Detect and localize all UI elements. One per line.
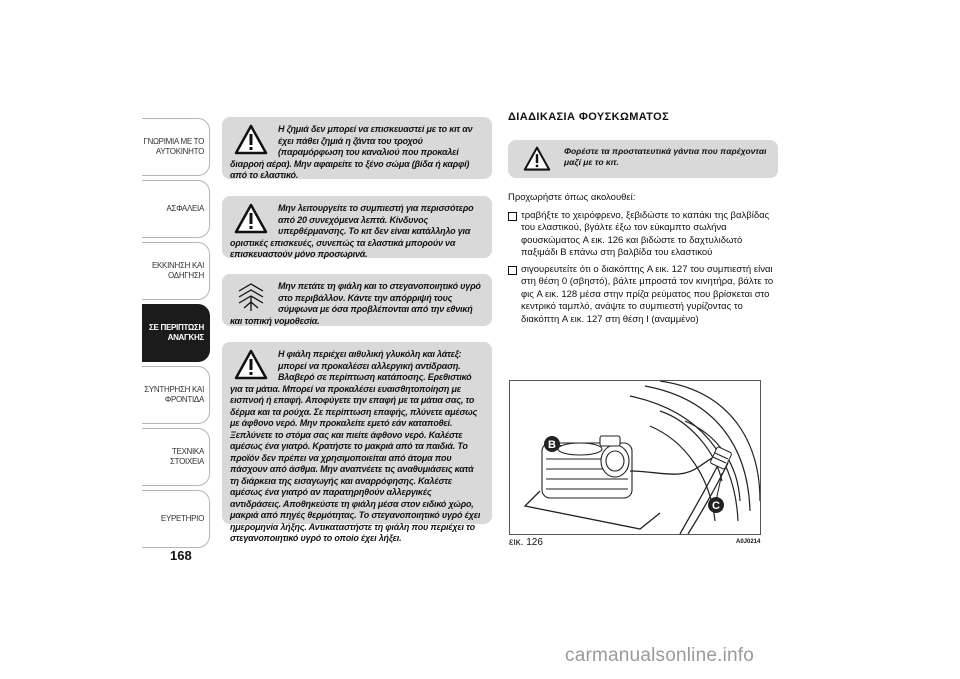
step-list <box>508 210 780 327</box>
checkbox-bullet-icon <box>508 212 517 221</box>
warning-text: Η φιάλη περιέχει αιθυλική γλυκόλη και λάτεξ: μπορεί να προκαλέσει αλλεργική αντίδραση. Βλαβερό σε περίπτωση κατάποσης. Ερεθιστικό για τα μάτια. Μπορεί να προκαλέσει ευαισθητοποίηση με εισπνοή ή επαφή. Αποφύγετε την επαφή με τα μάτια σας, το δέρμα και τα ρούχα. Σε περίπτωση επαφής, πλύνετε αμέσως με άφθονο νερό. Μην προκαλείτε εμετό εάν καταποθεί. Ξεπλύνετε το στόμα σας και πιείτε άφθονο νερό. Καλέστε αμέσως ένα γιατρό. Κρατήστε το μακριά από τα παιδιά. Το προϊόν δεν πρέπει να χρησιμοποιείται από άτομα που πάσχουν από άσθμα. Μην αναπνέετε τις αναθυμιάσεις κατά τη διάρκεια της εισαγωγής και αναρρόφησης. Καλέστε αμέσως ένα γιατρό αν παρατηρηθούν αλλεργικές αντιδράσεις. Αποθηκεύστε τη φιάλη μέσα στον ειδικό χώρο, μακριά από πηγές θερμότητας. Το στεγανοποιητικό υγρό έχει ημερομηνία λήξης. Αντικαταστήστε τη φιάλη που περιέχει το στεγανοποιητικό υγρό το οποίο έχει λήξει. <box>230 349 481 543</box>
list-item: σιγουρευτείτε ότι ο διακόπτης A εικ. 127 του συμπιεστή είναι στη θέση 0 (σβηστό), βάλτε μπροστά τον κινητήρα, βάλτε το φις A εικ. 128 μέσα στην πρίζα ρεύματος που βρίσκεται στο κεντρικό ταμπλό, ανάψτε το συμπιεστή γυρίζοντας το διακόπτη A εικ. 127 στη θέση I (αναμμένο) <box>508 264 780 327</box>
page-number: 168 <box>170 548 192 563</box>
warning-box-gloves <box>508 140 778 178</box>
environment-icon <box>234 281 268 313</box>
warning-triangle-icon <box>234 203 268 235</box>
environment-text: Μην πετάτε τη φιάλη και το στεγανοποιητικό υγρό στο περιβάλλον. Κάντε την απόρριψή τους σύμφωνα με όσα προβλέπονται από την εθνική και τοπική νομοθεσία. <box>230 281 481 326</box>
tab-chapter-5[interactable]: ΣΥΝΤΗΡΗΣΗ ΚΑΙ ΦΡΟΝΤΙΔΑ <box>142 366 210 424</box>
intro-text: Προχωρήστε όπως ακολουθεί: <box>508 192 636 203</box>
tab-chapter-3[interactable]: ΕΚΚΙΝΗΣΗ ΚΑΙ ΟΔΗΓΗΣΗ <box>142 242 210 300</box>
list-item: τραβήξτε το χειρόφρενο, ξεβιδώστε το καπάκι της βαλβίδας του ελαστικού, βγάλτε έξω τον εύκαμπτο σωλήνα φουσκώματος A εικ. 126 και βιδώστε το δαχτυλιδωτό παξιμάδι B επάνω στη βαλβίδα του ελαστικού <box>508 210 780 260</box>
warning-box-rim-damage <box>222 117 492 179</box>
callout-label-b: B <box>548 439 556 451</box>
tab-chapter-6[interactable]: ΤΕΧΝΙΚΑ ΣΤΟΙΧΕΙΑ <box>142 428 210 486</box>
tab-chapter-1[interactable]: ΓΝΩΡΙΜΙΑ ΜΕ ΤΟ ΑΥΤΟΚΙΝΗΤΟ <box>142 118 210 176</box>
figure-illustration <box>509 380 761 535</box>
warning-box-compressor-time <box>222 196 492 258</box>
procedure-text <box>508 192 780 330</box>
figure-caption: εικ. 126 <box>509 537 543 548</box>
warning-text: Η ζημιά δεν μπορεί να επισκευαστεί με το κιτ αν έχει πάθει ζημιά η ζάντα του τροχού (παραμόρφωση του καναλιού που προκαλεί διαρροή αέρα). Μην αφαιρείτε το ξένο σώμα (βίδα ή καρφί) από το ελαστικό. <box>230 124 473 180</box>
tab-chapter-7[interactable]: ΕΥΡΕΤΗΡΙΟ <box>142 490 210 548</box>
section-heading: ΔΙΑΔΙΚΑΣΙΑ ΦΟΥΣΚΩΜΑΤΟΣ <box>508 111 670 123</box>
warning-text: Φορέστε τα προστατευτικά γάντια που παρέχονται μαζί με το κιτ. <box>564 146 767 167</box>
warning-triangle-icon <box>522 146 552 172</box>
tab-chapter-4-active[interactable]: ΣΕ ΠΕΡΙΠΤΩΣΗ ΑΝΑΓΚΗΣ <box>142 304 210 362</box>
checkbox-bullet-icon <box>508 266 517 275</box>
watermark-text: carmanualsonline.info <box>565 645 755 666</box>
callout-label-c: C <box>712 500 720 512</box>
figure-code: A0J0214 <box>736 539 761 545</box>
compressor-illustration <box>510 381 760 534</box>
warning-triangle-icon <box>234 349 268 381</box>
environment-box-disposal <box>222 274 492 326</box>
warning-box-sealant-hazard <box>222 342 492 543</box>
warning-triangle-icon <box>234 124 268 156</box>
warning-text: Μην λειτουργείτε το συμπιεστή για περισσότερο από 20 συνεχόμενα λεπτά. Κίνδυνος υπερθέρμανσης. Το κιτ δεν είναι κατάλληλο για οριστικές επισκευές, συνεπώς τα ελαστικά μπορούν να επισκευαστούν μόνο προσωρινά. <box>230 203 474 259</box>
tab-chapter-2[interactable]: ΑΣΦΑΛΕΙΑ <box>142 180 210 238</box>
